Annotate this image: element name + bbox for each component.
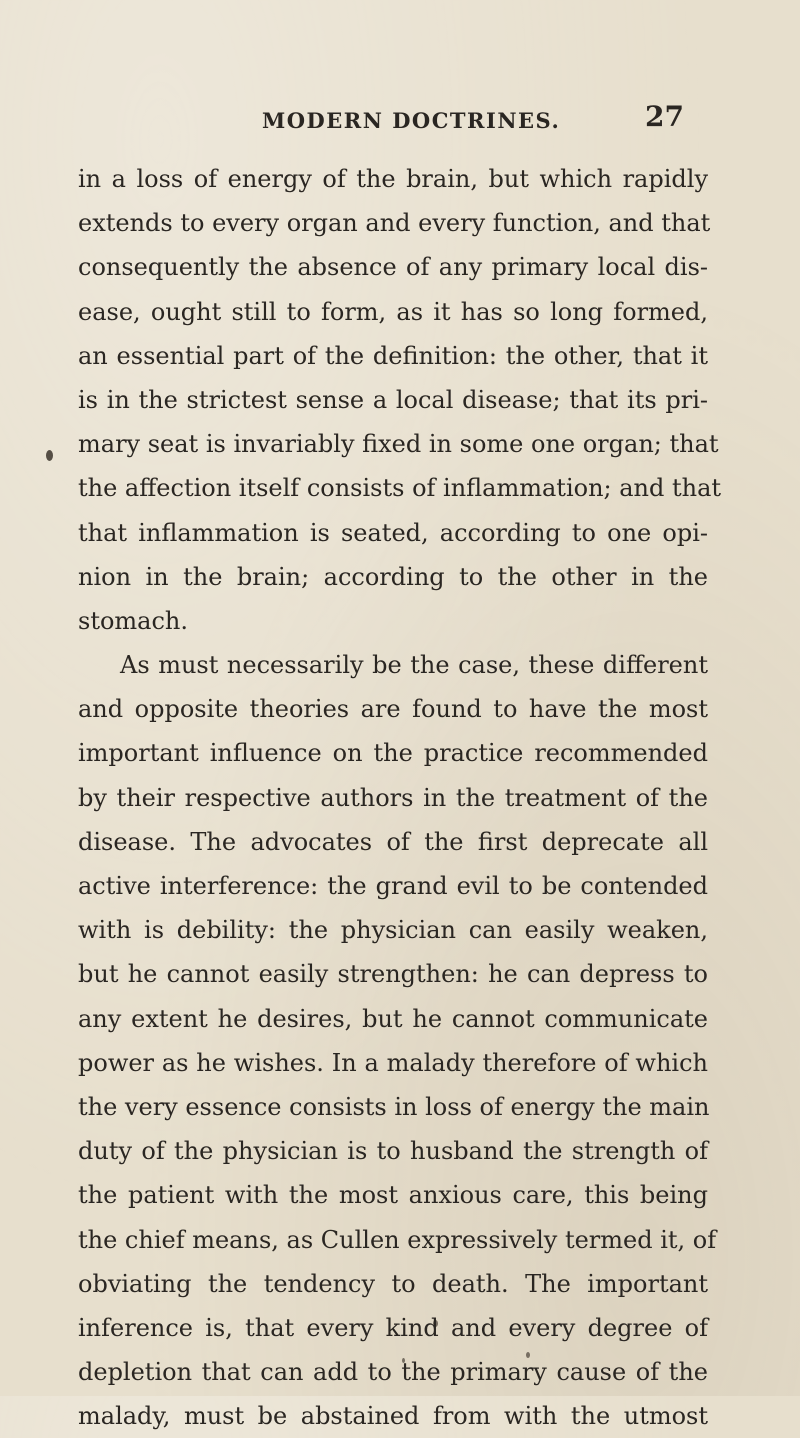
body-line: power as he wishes. In a malady therefore of which	[78, 1048, 708, 1077]
body-line: ease, ought still to form, as it has so long formed,	[78, 297, 708, 326]
body-line: the chief means, as Cullen expressively termed it, of	[78, 1225, 717, 1254]
body-line: mary seat is invariably fixed in some one organ; that	[78, 430, 719, 459]
body-line: active interference: the grand evil to be contended	[78, 872, 708, 900]
body-text	[78, 157, 722, 1438]
paragraph-first-line: As must necessarily be the case, these different	[120, 651, 708, 680]
body-line: is in the strictest sense a local disease; that its pri-	[78, 385, 708, 414]
body-line: stomach.	[78, 606, 189, 635]
body-line: any extent he desires, but he cannot communicate	[78, 1004, 708, 1033]
body-line: disease. The advocates of the first deprecate all	[78, 827, 708, 856]
body-line: and opposite theories are found to have the most	[78, 695, 708, 724]
body-line: the affection itself consists of inflammation; and that	[78, 474, 722, 503]
body-line: malady, must be abstained from with the utmost	[78, 1402, 708, 1431]
body-line: extends to every organ and every function, and that	[78, 209, 711, 238]
body-line: an essential part of the definition: the other, that it	[78, 341, 708, 370]
body-line: duty of the physician is to husband the strength of	[78, 1137, 708, 1166]
running-title: MODERN DOCTRINES.	[262, 108, 561, 133]
body-line: obviating the tendency to death. The important	[78, 1269, 708, 1298]
body-line: inference is, that every kind and every degree of	[78, 1313, 708, 1342]
body-line: in a loss of energy of the brain, but which rapidly	[78, 165, 708, 193]
body-line: consequently the absence of any primary local dis-	[78, 253, 708, 282]
body-line: the patient with the most anxious care, this being	[78, 1181, 708, 1210]
body-line: nion in the brain; according to the other in the	[78, 562, 708, 591]
body-line: with is debility: the physician can easily weaken,	[78, 916, 708, 945]
body-line: depletion that can add to the primary cause of the	[78, 1358, 708, 1387]
running-head	[0, 100, 800, 140]
body-line: that inflammation is seated, according to one opi-	[78, 518, 708, 547]
body-line: the very essence consists in loss of energy the main	[78, 1092, 710, 1121]
body-line: but he cannot easily strengthen: he can depress to	[78, 960, 708, 989]
ink-mark	[46, 450, 53, 461]
body-line: important influence on the practice recommended	[78, 739, 708, 768]
body-line: by their respective authors in the treatment of the	[78, 783, 708, 812]
page-number: 27	[645, 100, 684, 133]
